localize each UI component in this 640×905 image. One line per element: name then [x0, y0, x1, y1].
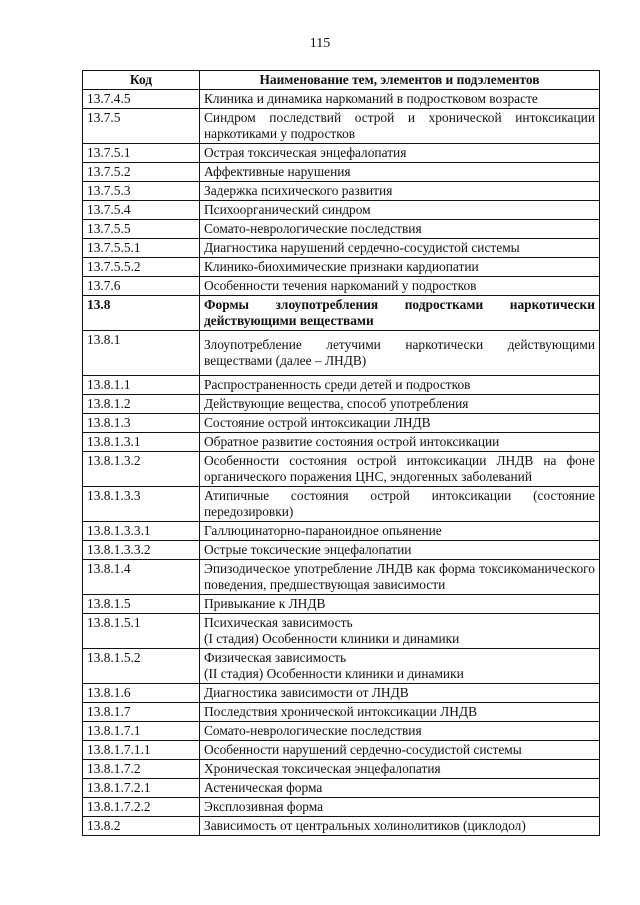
- row-code: 13.8.2: [83, 817, 200, 836]
- row-name: Последствия хронической интоксикации ЛНДВ: [200, 703, 600, 722]
- table-row: [83, 414, 600, 433]
- table-row: [83, 220, 600, 239]
- row-code: 13.8.1.7.2.2: [83, 798, 200, 817]
- row-code: 13.7.5.4: [83, 201, 200, 220]
- table-row: [83, 817, 600, 836]
- row-name: Диагностика нарушений сердечно-сосудистой системы: [200, 239, 600, 258]
- row-name: Клиника и динамика наркоманий в подростковом возрасте: [200, 90, 600, 109]
- row-name: Диагностика зависимости от ЛНДВ: [200, 684, 600, 703]
- row-name: Аффективные нарушения: [200, 163, 600, 182]
- row-code: 13.8.1: [83, 331, 200, 376]
- table-row: [83, 741, 600, 760]
- row-code: 13.8.1.7.1: [83, 722, 200, 741]
- table-row: [83, 560, 600, 595]
- row-name: Особенности состояния острой интоксикации ЛНДВ на фоне органического поражения ЦНС, эндогенных заболеваний: [200, 452, 600, 487]
- row-code: 13.8.1.6: [83, 684, 200, 703]
- table-row: [83, 201, 600, 220]
- row-code: 13.8.1.3.3: [83, 487, 200, 522]
- row-code: 13.7.5.5: [83, 220, 200, 239]
- row-name: Эпизодическое употребление ЛНДВ как форма токсикоманического поведения, предшествующая зависимости: [200, 560, 600, 595]
- row-code: 13.8.1.7: [83, 703, 200, 722]
- row-name: Хроническая токсическая энцефалопатия: [200, 760, 600, 779]
- header-code: Код: [83, 71, 200, 90]
- row-code: 13.7.6: [83, 277, 200, 296]
- row-name: Задержка психического развития: [200, 182, 600, 201]
- table-row: [83, 614, 600, 649]
- row-name: Астеническая форма: [200, 779, 600, 798]
- row-name: Галлюцинаторно-параноидное опьянение: [200, 522, 600, 541]
- row-code: 13.8.1.3.3.1: [83, 522, 200, 541]
- table-row: [83, 90, 600, 109]
- row-name-line: (I стадия) Особенности клиники и динамики: [204, 631, 460, 646]
- table-row: [83, 522, 600, 541]
- header-name: Наименование тем, элементов и подэлементов: [200, 71, 600, 90]
- row-name: Состояние острой интоксикации ЛНДВ: [200, 414, 600, 433]
- row-code: 13.8.1.7.1.1: [83, 741, 200, 760]
- row-name: Атипичные состояния острой интоксикации (состояние передозировки): [200, 487, 600, 522]
- row-name-line: (II стадия) Особенности клиники и динамики: [204, 666, 464, 681]
- row-code: 13.7.5.5.2: [83, 258, 200, 277]
- row-name: Сомато-неврологические последствия: [200, 220, 600, 239]
- table-row: [83, 684, 600, 703]
- row-code: 13.8.1.5.2: [83, 649, 200, 684]
- row-name: Психоорганический синдром: [200, 201, 600, 220]
- row-code: 13.8.1.4: [83, 560, 200, 595]
- row-code: 13.7.4.5: [83, 90, 200, 109]
- row-name: Обратное развитие состояния острой интоксикации: [200, 433, 600, 452]
- row-code: 13.8.1.5.1: [83, 614, 200, 649]
- row-name: Распространенность среди детей и подростков: [200, 376, 600, 395]
- row-code: 13.7.5.5.1: [83, 239, 200, 258]
- table-row: [83, 649, 600, 684]
- row-code: 13.7.5.2: [83, 163, 200, 182]
- table-row: [83, 722, 600, 741]
- row-code: 13.8.1.3.3.2: [83, 541, 200, 560]
- row-code: 13.8.1.7.2: [83, 760, 200, 779]
- table-body: [83, 90, 600, 836]
- table-row: [83, 182, 600, 201]
- row-name: [200, 614, 600, 649]
- topics-table: [82, 70, 600, 836]
- row-name: Особенности нарушений сердечно-сосудистой системы: [200, 741, 600, 760]
- table-row: [83, 331, 600, 376]
- row-name-line: Физическая зависимость: [204, 650, 347, 665]
- row-name: Клинико-биохимические признаки кардиопатии: [200, 258, 600, 277]
- row-name: Действующие вещества, способ употребления: [200, 395, 600, 414]
- row-code: 13.8.1.3.2: [83, 452, 200, 487]
- table-row: [83, 703, 600, 722]
- row-name: Особенности течения наркоманий у подростков: [200, 277, 600, 296]
- table-row: [83, 433, 600, 452]
- row-name: Привыкание к ЛНДВ: [200, 595, 600, 614]
- table-row: [83, 296, 600, 331]
- row-code: 13.8.1.3.1: [83, 433, 200, 452]
- page-number: 115: [309, 36, 331, 51]
- table-row: [83, 395, 600, 414]
- table-row: [83, 487, 600, 522]
- row-name: Эксплозивная форма: [200, 798, 600, 817]
- table-row: [83, 258, 600, 277]
- row-code: 13.7.5.3: [83, 182, 200, 201]
- table-row: [83, 779, 600, 798]
- table-row: [83, 541, 600, 560]
- row-name: Сомато-неврологические последствия: [200, 722, 600, 741]
- table-row: [83, 595, 600, 614]
- table-row: [83, 277, 600, 296]
- table-header-row: [83, 71, 600, 90]
- row-code: 13.8.1.5: [83, 595, 200, 614]
- table-row: [83, 109, 600, 144]
- row-name: Формы злоупотребления подростками наркотически действующими веществами: [200, 296, 600, 331]
- row-name: Острые токсические энцефалопатии: [200, 541, 600, 560]
- row-code: 13.7.5: [83, 109, 200, 144]
- table-row: [83, 798, 600, 817]
- row-name: Злоупотребление летучими наркотически действующими веществами (далее – ЛНДВ): [200, 331, 600, 376]
- table-row: [83, 144, 600, 163]
- row-code: 13.8.1.1: [83, 376, 200, 395]
- table-row: [83, 163, 600, 182]
- row-code: 13.8.1.3: [83, 414, 200, 433]
- row-name: Острая токсическая энцефалопатия: [200, 144, 600, 163]
- row-name: [200, 649, 600, 684]
- row-name: Синдром последствий острой и хронической интоксикации наркотиками у подростков: [200, 109, 600, 144]
- table-row: [83, 239, 600, 258]
- row-code: 13.8.1.7.2.1: [83, 779, 200, 798]
- row-code: 13.8: [83, 296, 200, 331]
- table-row: [83, 760, 600, 779]
- row-name: Зависимость от центральных холинолитиков (циклодол): [200, 817, 600, 836]
- row-name-line: Психическая зависимость: [204, 615, 353, 630]
- table-row: [83, 376, 600, 395]
- row-code: 13.7.5.1: [83, 144, 200, 163]
- table-row: [83, 452, 600, 487]
- row-code: 13.8.1.2: [83, 395, 200, 414]
